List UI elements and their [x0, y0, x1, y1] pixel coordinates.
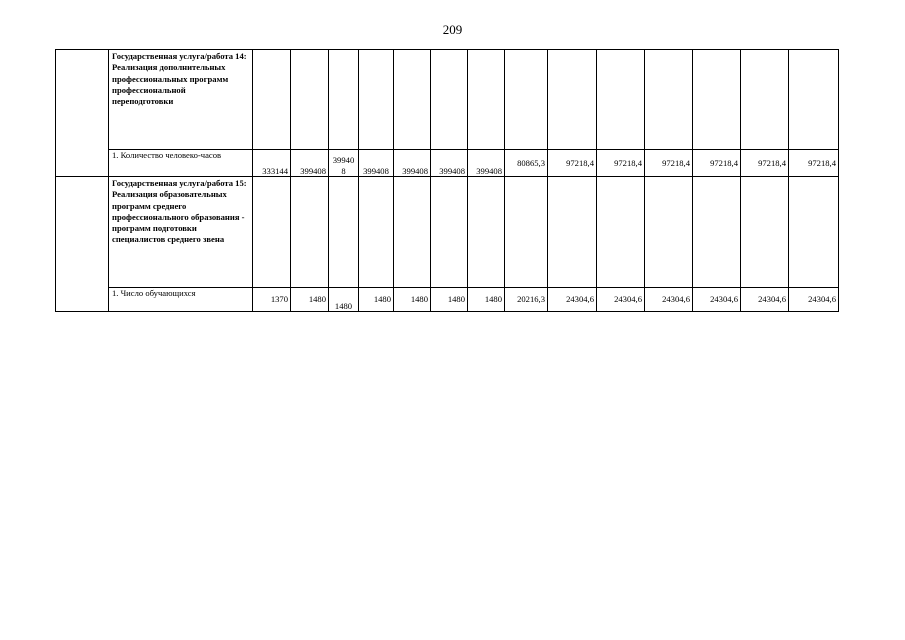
value-cell: 97218,4 — [597, 150, 645, 177]
indicator-label: 1. Количество человеко-часов — [109, 150, 253, 177]
empty-cell — [253, 177, 291, 288]
empty-cell — [291, 50, 329, 150]
value-cell: 1480 — [329, 288, 359, 312]
budget-table — [55, 49, 839, 312]
value-cell: 24304,6 — [597, 288, 645, 312]
empty-cell — [741, 50, 789, 150]
indicator-row — [56, 150, 839, 177]
value-cell: 399408 — [431, 150, 468, 177]
empty-cell — [394, 50, 431, 150]
empty-cell — [645, 177, 693, 288]
section-title-row — [56, 177, 839, 288]
value-cell: 399408 — [394, 150, 431, 177]
indicator-row — [56, 288, 839, 312]
empty-cell — [329, 50, 359, 150]
value-cell: 97218,4 — [548, 150, 597, 177]
value-cell: 24304,6 — [741, 288, 789, 312]
value-cell: 97218,4 — [693, 150, 741, 177]
value-cell: 399408 — [291, 150, 329, 177]
value-cell: 333144 — [253, 150, 291, 177]
section-14 — [56, 50, 839, 177]
value-cell: 1370 — [253, 288, 291, 312]
section-title: Государственная услуга/работа 15: Реализация образовательных программ среднего профессионального образования - программ подготовки специалистов среднего звена — [109, 177, 253, 288]
empty-cell — [505, 50, 548, 150]
empty-cell — [789, 50, 839, 150]
value-cell: 1480 — [468, 288, 505, 312]
empty-cell — [645, 50, 693, 150]
value-cell: 399408 — [329, 150, 359, 177]
section-title-row — [56, 50, 839, 150]
value-cell: 97218,4 — [789, 150, 839, 177]
empty-cell — [431, 50, 468, 150]
empty-cell — [468, 177, 505, 288]
value-cell: 1480 — [394, 288, 431, 312]
value-cell: 80865,3 — [505, 150, 548, 177]
value-cell: 97218,4 — [645, 150, 693, 177]
indicator-label: 1. Число обучающихся — [109, 288, 253, 312]
value-cell: 1480 — [291, 288, 329, 312]
value-cell: 24304,6 — [789, 288, 839, 312]
empty-cell — [505, 177, 548, 288]
empty-cell — [693, 50, 741, 150]
empty-cell — [291, 177, 329, 288]
empty-cell — [253, 50, 291, 150]
value-cell: 24304,6 — [645, 288, 693, 312]
empty-cell — [468, 50, 505, 150]
value-cell: 1480 — [359, 288, 394, 312]
empty-cell — [329, 177, 359, 288]
value-cell: 20216,3 — [505, 288, 548, 312]
empty-cell — [597, 177, 645, 288]
value-cell: 399408 — [468, 150, 505, 177]
section-title: Государственная услуга/работа 14: Реализация дополнительных профессиональных программ профессиональной переподготовки — [109, 50, 253, 150]
value-cell: 1480 — [431, 288, 468, 312]
section-15 — [56, 177, 839, 312]
value-cell: 24304,6 — [693, 288, 741, 312]
empty-cell — [359, 177, 394, 288]
value-cell: 24304,6 — [548, 288, 597, 312]
value-cell: 399408 — [359, 150, 394, 177]
empty-cell — [548, 177, 597, 288]
blank-cell — [56, 50, 109, 177]
empty-cell — [548, 50, 597, 150]
empty-cell — [394, 177, 431, 288]
empty-cell — [359, 50, 394, 150]
value-cell: 97218,4 — [741, 150, 789, 177]
empty-cell — [789, 177, 839, 288]
empty-cell — [597, 50, 645, 150]
empty-cell — [741, 177, 789, 288]
empty-cell — [693, 177, 741, 288]
empty-cell — [431, 177, 468, 288]
blank-cell — [56, 177, 109, 312]
page-number: 209 — [442, 22, 463, 37]
